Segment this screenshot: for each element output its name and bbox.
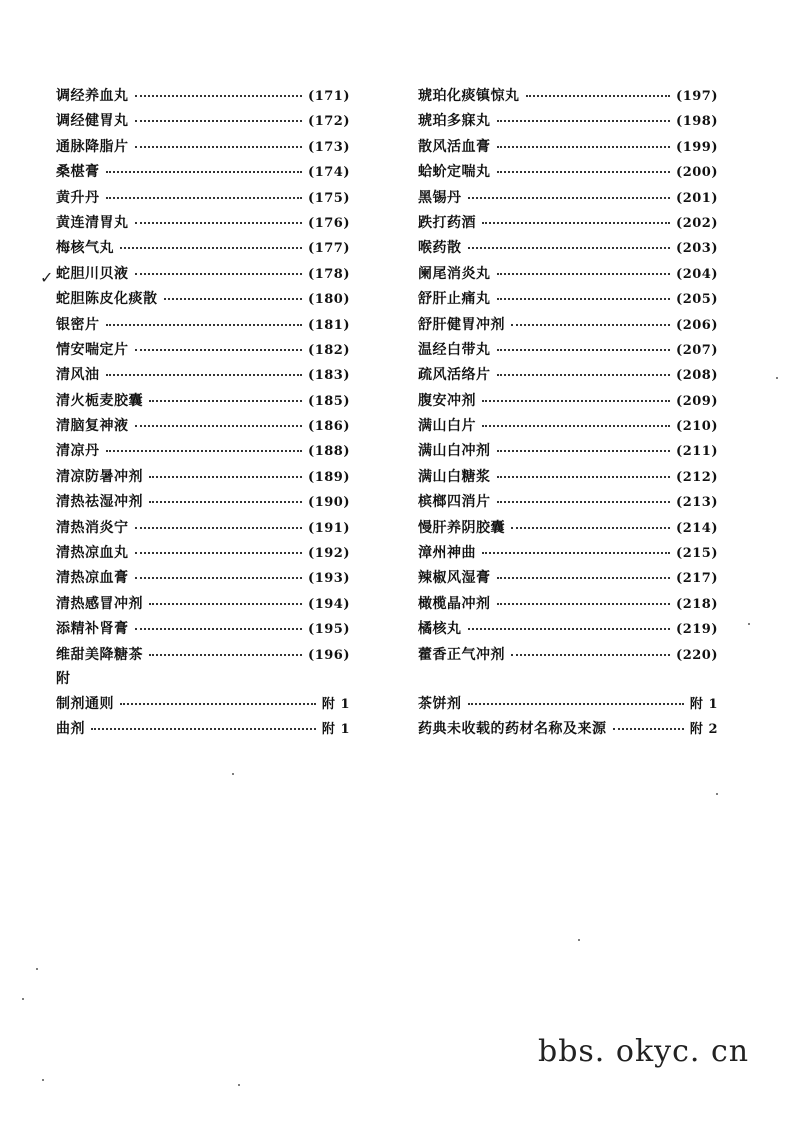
entry-page-number: (172): [308, 114, 350, 130]
entry-title: 阑尾消炎丸: [418, 265, 491, 282]
entry-page-number: 附 1: [321, 722, 350, 738]
toc-entry: [56, 84, 350, 109]
toc-entry: [56, 186, 350, 211]
toc-entry: [418, 135, 718, 160]
toc-entry: [418, 541, 718, 566]
dot-leader: [149, 491, 302, 503]
dot-leader: [149, 644, 302, 656]
entry-title: 添精补肾膏: [56, 621, 129, 638]
entry-page-number: (196): [308, 647, 350, 663]
entry-page-number: (186): [308, 419, 350, 435]
entry-page-number: (173): [308, 139, 350, 155]
toc-left-column: [56, 84, 350, 668]
entry-title: 蛇胆川贝液: [56, 265, 129, 282]
entry-title: 橘核丸: [418, 621, 462, 638]
entry-title: 满山白片: [418, 418, 476, 435]
dot-leader: [497, 136, 671, 148]
toc-entry: [56, 617, 350, 642]
entry-title: 通脉降脂片: [56, 138, 129, 155]
toc-entry: [56, 313, 350, 338]
entry-page-number: (217): [676, 571, 718, 587]
dot-leader: [482, 390, 670, 402]
dot-leader: [135, 339, 303, 351]
entry-page-number: (200): [676, 165, 718, 181]
toc-entry: [418, 592, 718, 617]
entry-page-number: (202): [676, 215, 718, 231]
entry-page-number: (182): [308, 342, 350, 358]
dot-leader: [135, 542, 303, 554]
appendix-entry: [418, 692, 718, 717]
dot-leader: [135, 110, 303, 122]
dot-leader: [468, 187, 671, 199]
entry-page-number: (209): [676, 393, 718, 409]
entry-title: 满山白冲剂: [418, 443, 491, 460]
toc-entry: [56, 643, 350, 668]
dot-leader: [106, 187, 303, 199]
dot-leader: [135, 263, 303, 275]
entry-page-number: (181): [308, 317, 350, 333]
dot-leader: [482, 212, 670, 224]
entry-page-number: (198): [676, 114, 718, 130]
entry-page-number: (213): [676, 495, 718, 511]
entry-page-number: (175): [308, 190, 350, 206]
dot-leader: [135, 618, 303, 630]
dot-leader: [135, 415, 303, 427]
dot-leader: [135, 212, 303, 224]
entry-page-number: (178): [308, 266, 350, 282]
entry-page-number: (183): [308, 368, 350, 384]
dot-leader: [497, 339, 671, 351]
entry-title: 散风活血膏: [418, 138, 491, 155]
toc-entry: [418, 414, 718, 439]
toc-entry: [418, 439, 718, 464]
dot-leader: [497, 593, 671, 605]
entry-page-number: (194): [308, 596, 350, 612]
scan-speck: [748, 623, 750, 625]
entry-title: 蛇胆陈皮化痰散: [56, 291, 158, 308]
toc-entry: [418, 262, 718, 287]
entry-page-number: 附 2: [689, 722, 718, 738]
dot-leader: [613, 718, 684, 730]
appendix-right-column: [418, 692, 718, 743]
dot-leader: [120, 693, 316, 705]
dot-leader: [164, 288, 303, 300]
entry-page-number: (189): [308, 469, 350, 485]
toc-entry: [56, 541, 350, 566]
dot-leader: [149, 593, 302, 605]
toc-entry: [418, 313, 718, 338]
entry-page-number: (180): [308, 292, 350, 308]
entry-title: 喉药散: [418, 240, 462, 257]
dot-leader: [135, 85, 303, 97]
entry-page-number: (220): [676, 647, 718, 663]
entry-title: 黄连清胃丸: [56, 214, 129, 231]
entry-title: 清火栀麦胶囊: [56, 392, 143, 409]
appendix-left-column: [56, 692, 350, 743]
entry-page-number: (176): [308, 215, 350, 231]
entry-page-number: (193): [308, 571, 350, 587]
entry-title: 调经养血丸: [56, 88, 129, 104]
toc-entry: [56, 516, 350, 541]
entry-page-number: (210): [676, 419, 718, 435]
dot-leader: [135, 567, 303, 579]
entry-title: 清热祛湿冲剂: [56, 494, 143, 511]
entry-page-number: (207): [676, 342, 718, 358]
dot-leader: [106, 314, 303, 326]
entry-title: 情安喘定片: [56, 341, 129, 358]
entry-title: 药典未收载的药材名称及来源: [418, 721, 607, 738]
toc-entry: [418, 490, 718, 515]
dot-leader: [497, 364, 671, 376]
toc-entry: [418, 211, 718, 236]
dot-leader: [497, 567, 671, 579]
toc-entry: [418, 566, 718, 591]
toc-entry: [56, 490, 350, 515]
entry-title: 清风油: [56, 367, 100, 384]
toc-entry: [56, 211, 350, 236]
dot-leader: [135, 136, 303, 148]
toc-entry: [418, 236, 718, 261]
toc-entry: [56, 414, 350, 439]
dot-leader: [497, 440, 671, 452]
toc-entry: [418, 287, 718, 312]
dot-leader: [511, 644, 670, 656]
scan-speck: [36, 968, 38, 970]
scan-speck: [578, 939, 580, 941]
entry-title: 清热凉血丸: [56, 545, 129, 562]
entry-page-number: (206): [676, 317, 718, 333]
entry-title: 跌打药酒: [418, 214, 476, 231]
dot-leader: [511, 314, 670, 326]
toc-entry: [418, 186, 718, 211]
dot-leader: [149, 390, 302, 402]
entry-title: 梅核气丸: [56, 240, 114, 257]
dot-leader: [106, 364, 303, 376]
entry-title: 舒肝止痛丸: [418, 291, 491, 308]
check-mark-icon: ✓: [40, 268, 54, 287]
entry-title: 黑锡丹: [418, 189, 462, 206]
scan-speck: [716, 793, 718, 795]
dot-leader: [482, 542, 670, 554]
toc-entry: [56, 439, 350, 464]
toc-entry: [56, 287, 350, 312]
entry-title: 疏风活络片: [418, 367, 491, 384]
dot-leader: [526, 85, 671, 97]
entry-title: 曲剂: [56, 721, 85, 738]
dot-leader: [120, 237, 302, 249]
entry-title: 舒肝健胃冲剂: [418, 316, 505, 333]
dot-leader: [468, 618, 671, 630]
toc-entry: [56, 566, 350, 591]
entry-page-number: (215): [676, 546, 718, 562]
entry-page-number: 附 1: [321, 697, 350, 712]
appendix-entry: [56, 692, 350, 717]
toc-entry: [418, 643, 718, 668]
toc-entry: [418, 617, 718, 642]
toc-entry: [418, 338, 718, 363]
appendix-entry: [418, 717, 718, 742]
entry-title: 清凉丹: [56, 443, 100, 460]
entry-title: 槟榔四消片: [418, 494, 491, 511]
entry-title: 橄榄晶冲剂: [418, 595, 491, 612]
entry-title: 琥珀多寐丸: [418, 113, 491, 130]
entry-title: 藿香正气冲剂: [418, 646, 505, 663]
toc-entry: [418, 516, 718, 541]
entry-title: 黄升丹: [56, 189, 100, 206]
entry-page-number: 附 1: [689, 697, 718, 712]
toc-entry: [418, 109, 718, 134]
entry-title: 满山白糖浆: [418, 468, 491, 485]
watermark: bbs. okyc. cn: [538, 1034, 750, 1069]
toc-entry: [56, 160, 350, 185]
dot-leader: [468, 237, 671, 249]
entry-page-number: (204): [676, 266, 718, 282]
entry-page-number: (185): [308, 393, 350, 409]
dot-leader: [497, 263, 671, 275]
entry-title: 桑椹膏: [56, 164, 100, 181]
appendix-heading: 附: [56, 671, 70, 687]
dot-leader: [497, 466, 671, 478]
entry-page-number: (188): [308, 444, 350, 460]
toc-entry: [56, 262, 350, 287]
entry-title: 清脑复神液: [56, 418, 129, 435]
entry-title: 温经白带丸: [418, 341, 491, 358]
toc-entry: [418, 160, 718, 185]
entry-page-number: (199): [676, 139, 718, 155]
entry-page-number: (197): [676, 89, 718, 104]
toc-entry: [56, 338, 350, 363]
entry-page-number: (203): [676, 241, 718, 257]
entry-page-number: (177): [308, 241, 350, 257]
appendix-entry: [56, 717, 350, 742]
dot-leader: [497, 491, 671, 503]
entry-title: 清热感冒冲剂: [56, 595, 143, 612]
entry-page-number: (190): [308, 495, 350, 511]
toc-entry: [56, 389, 350, 414]
entry-page-number: (174): [308, 165, 350, 181]
dot-leader: [482, 415, 670, 427]
dot-leader: [497, 161, 671, 173]
toc-entry: [56, 109, 350, 134]
toc-entry: [56, 236, 350, 261]
entry-title: 清热凉血膏: [56, 570, 129, 587]
dot-leader: [511, 517, 670, 529]
dot-leader: [135, 517, 303, 529]
toc-entry: [56, 592, 350, 617]
entry-title: 腹安冲剂: [418, 392, 476, 409]
entry-title: 清凉防暑冲剂: [56, 468, 143, 485]
entry-page-number: (171): [308, 89, 350, 104]
entry-title: 制剂通则: [56, 696, 114, 712]
entry-page-number: (212): [676, 469, 718, 485]
entry-page-number: (205): [676, 292, 718, 308]
toc-entry: [56, 465, 350, 490]
toc-right-column: [418, 84, 718, 668]
toc-entry: [418, 465, 718, 490]
entry-page-number: (219): [676, 622, 718, 638]
entry-title: 漳州神曲: [418, 545, 476, 562]
dot-leader: [497, 110, 671, 122]
scan-speck: [238, 1084, 240, 1086]
entry-page-number: (201): [676, 190, 718, 206]
dot-leader: [497, 288, 671, 300]
dot-leader: [91, 718, 316, 730]
toc-entry: [418, 84, 718, 109]
entry-title: 调经健胃丸: [56, 113, 129, 130]
dot-leader: [106, 440, 303, 452]
entry-title: 维甜美降糖茶: [56, 646, 143, 663]
entry-title: 银密片: [56, 316, 100, 333]
entry-page-number: (208): [676, 368, 718, 384]
entry-page-number: (192): [308, 546, 350, 562]
toc-entry: [56, 363, 350, 388]
scan-speck: [22, 998, 24, 1000]
entry-title: 茶饼剂: [418, 696, 462, 712]
entry-page-number: (191): [308, 520, 350, 536]
entry-title: 清热消炎宁: [56, 519, 129, 536]
toc-entry: [56, 135, 350, 160]
scan-speck: [232, 773, 234, 775]
toc-entry: [418, 389, 718, 414]
entry-page-number: (218): [676, 596, 718, 612]
scan-speck: [42, 1079, 44, 1081]
dot-leader: [149, 466, 302, 478]
scan-speck: [776, 377, 778, 379]
entry-title: 辣椒风湿膏: [418, 570, 491, 587]
dot-leader: [106, 161, 303, 173]
entry-title: 慢肝养阴胶囊: [418, 519, 505, 536]
entry-page-number: (211): [676, 444, 718, 460]
toc-entry: [418, 363, 718, 388]
entry-title: 蛤蚧定喘丸: [418, 164, 491, 181]
entry-title: 琥珀化痰镇惊丸: [418, 88, 520, 104]
dot-leader: [468, 693, 684, 705]
entry-page-number: (195): [308, 622, 350, 638]
entry-page-number: (214): [676, 520, 718, 536]
